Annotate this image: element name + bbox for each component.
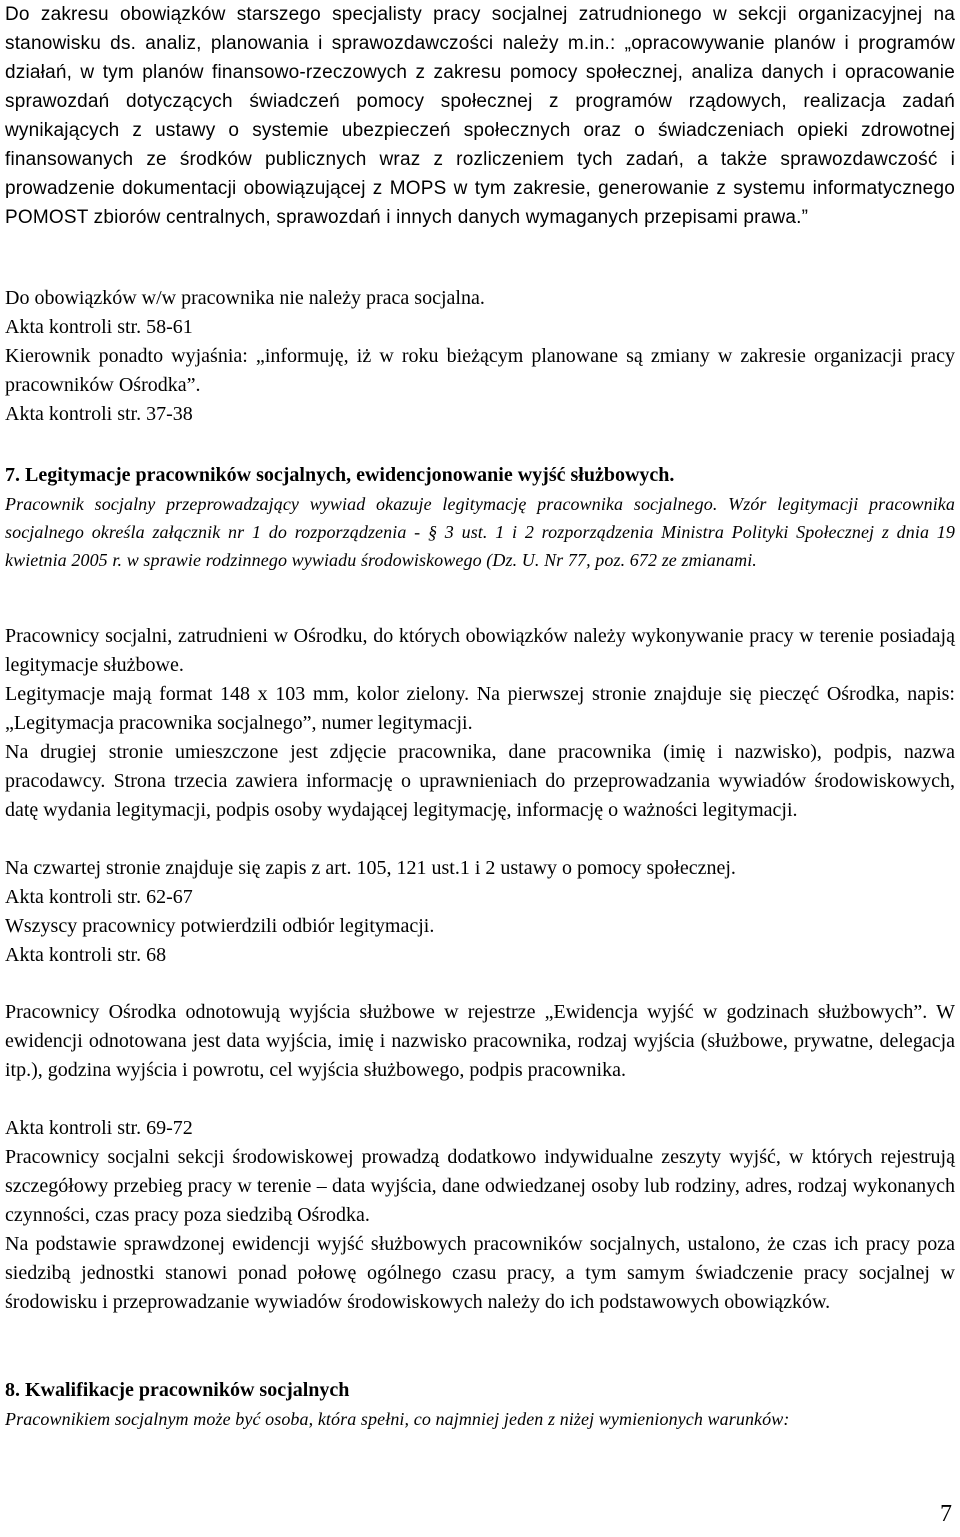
section-8-intro: Pracownikiem socjalnym może być osoba, która spełni, co najmniej jeden z niżej wymienionych warunków: <box>5 1409 790 1429</box>
reference-68: Akta kontroli str. 68 <box>5 944 167 966</box>
section-7-heading: 7. Legitymacje pracowników socjalnych, ewidencjonowanie wyjść służbowych. <box>5 464 675 486</box>
workers-have-ids: Pracownicy socjalni, zatrudnieni w Ośrodku, do których obowiązków należy wykonywanie pracy w terenie posiadają legitymacje służbowe. <box>5 625 955 676</box>
exits-register: Pracownicy Ośrodka odnotowują wyjścia służbowe w rejestrze „Ewidencja wyjść w godzinach służbowych”. W ewidencji odnotowana jest data wyjścia, imię i nazwisko pracownika, rodzaj wyjścia (służbowe, prywatne, delegacja itp.), godzina wyjścia i powrotu, cel wyjścia służbowego, podpis pracownika. <box>5 1001 955 1081</box>
reference-37-38: Akta kontroli str. 37-38 <box>5 403 193 425</box>
conclusion: Na podstawie sprawdzonej ewidencji wyjść służbowych pracowników socjalnych, ustalono, że czas ich pracy poza siedzibą jednostki stanowi ponad połowę ogólnego czasu pracy, a tym samym świadczenie pracy socjalnej w środowisku i przeprowadzanie wywiadów środowiskowych należy do ich podstawowych obowiązków. <box>5 1233 955 1313</box>
page-number: 7 <box>940 1501 952 1527</box>
reference-58-61: Akta kontroli str. 58-61 <box>5 316 193 338</box>
section-8-heading: 8. Kwalifikacje pracowników socjalnych <box>5 1379 350 1401</box>
individual-notebooks: Pracownicy socjalni sekcji środowiskowej prowadzą dodatkowo indywidualne zeszyty wyjść, w których rejestrują szczegółowy przebieg pracy w terenie – data wyjścia, dane odwiedzanej osoby lub rodziny, adres, rodzaj wykonanych czynności, czas pracy poza siedzibą Ośrodka. <box>5 1146 955 1226</box>
id-fourth-page: Na czwartej stronie znajduje się zapis z art. 105, 121 ust.1 i 2 ustawy o pomocy społecznej. <box>5 857 736 879</box>
reference-62-67: Akta kontroli str. 62-67 <box>5 886 193 908</box>
section-7-legal-note: Pracownik socjalny przeprowadzający wywiad okazuje legitymację pracownika socjalnego. Wzór legitymacji pracownika socjalnego określa załącznik nr 1 do rozporządzenia - § 3 ust. 1 i 2 rozporządzenia Ministra Polityki Społecznej z dnia 19 kwietnia 2005 r. w sprawie rodzinnego wywiadu środowiskowego (Dz. U. Nr 77, poz. 672 ze zmianami. <box>5 494 955 570</box>
ids-confirmed: Wszyscy pracownicy potwierdzili odbiór legitymacji. <box>5 915 435 937</box>
reference-69-72: Akta kontroli str. 69-72 <box>5 1117 193 1139</box>
manager-explanation: Kierownik ponadto wyjaśnia: „informuję, iż w roku bieżącym planowane są zmiany w zakresie organizacji pracy pracowników Ośrodka”. <box>5 345 955 396</box>
id-format: Legitymacje mają format 148 x 103 mm, kolor zielony. Na pierwszej stronie znajduje się pieczęć Ośrodka, napis: „Legitymacja pracownika socjalnego”, numer legitymacji. <box>5 683 955 734</box>
no-social-work-note: Do obowiązków w/w pracownika nie należy praca socjalna. <box>5 287 485 309</box>
intro-paragraph: Do zakresu obowiązków starszego specjalisty pracy socjalnej zatrudnionego w sekcji organizacyjnej na stanowisku ds. analiz, planowania i sprawozdawczości należy m.in.: „opracowywanie planów i programów działań, w tym planów finansowo-rzeczowych z zakresu pomocy społecznej, analiza danych i opracowanie sprawozdań dotyczących świadczeń pomocy społecznej z programów rządowych, realizacja zadań wynikających z ustawy o systemie ubezpieczeń społecznych oraz o świadczeniach opieki zdrowotnej finansowanych ze środków publicznych wraz z rozliczeniem tych zadań, a także sprawozdawczość i prowadzenie dokumentacji obowiązującej z MOPS w tym zakresie, generowanie z systemu informatycznego POMOST zbiorów centralnych, sprawozdań i innych danych wymaganych przepisami prawa.” <box>5 4 955 228</box>
id-second-page: Na drugiej stronie umieszczone jest zdjęcie pracownika, dane pracownika (imię i nazwisko), podpis, nazwa pracodawcy. Strona trzecia zawiera informację o uprawnieniach do przeprowadzania wywiadów środowiskowych, datę wydania legitymacji, podpis osoby wydającej legitymację, informację o ważności legitymacji. <box>5 741 955 821</box>
